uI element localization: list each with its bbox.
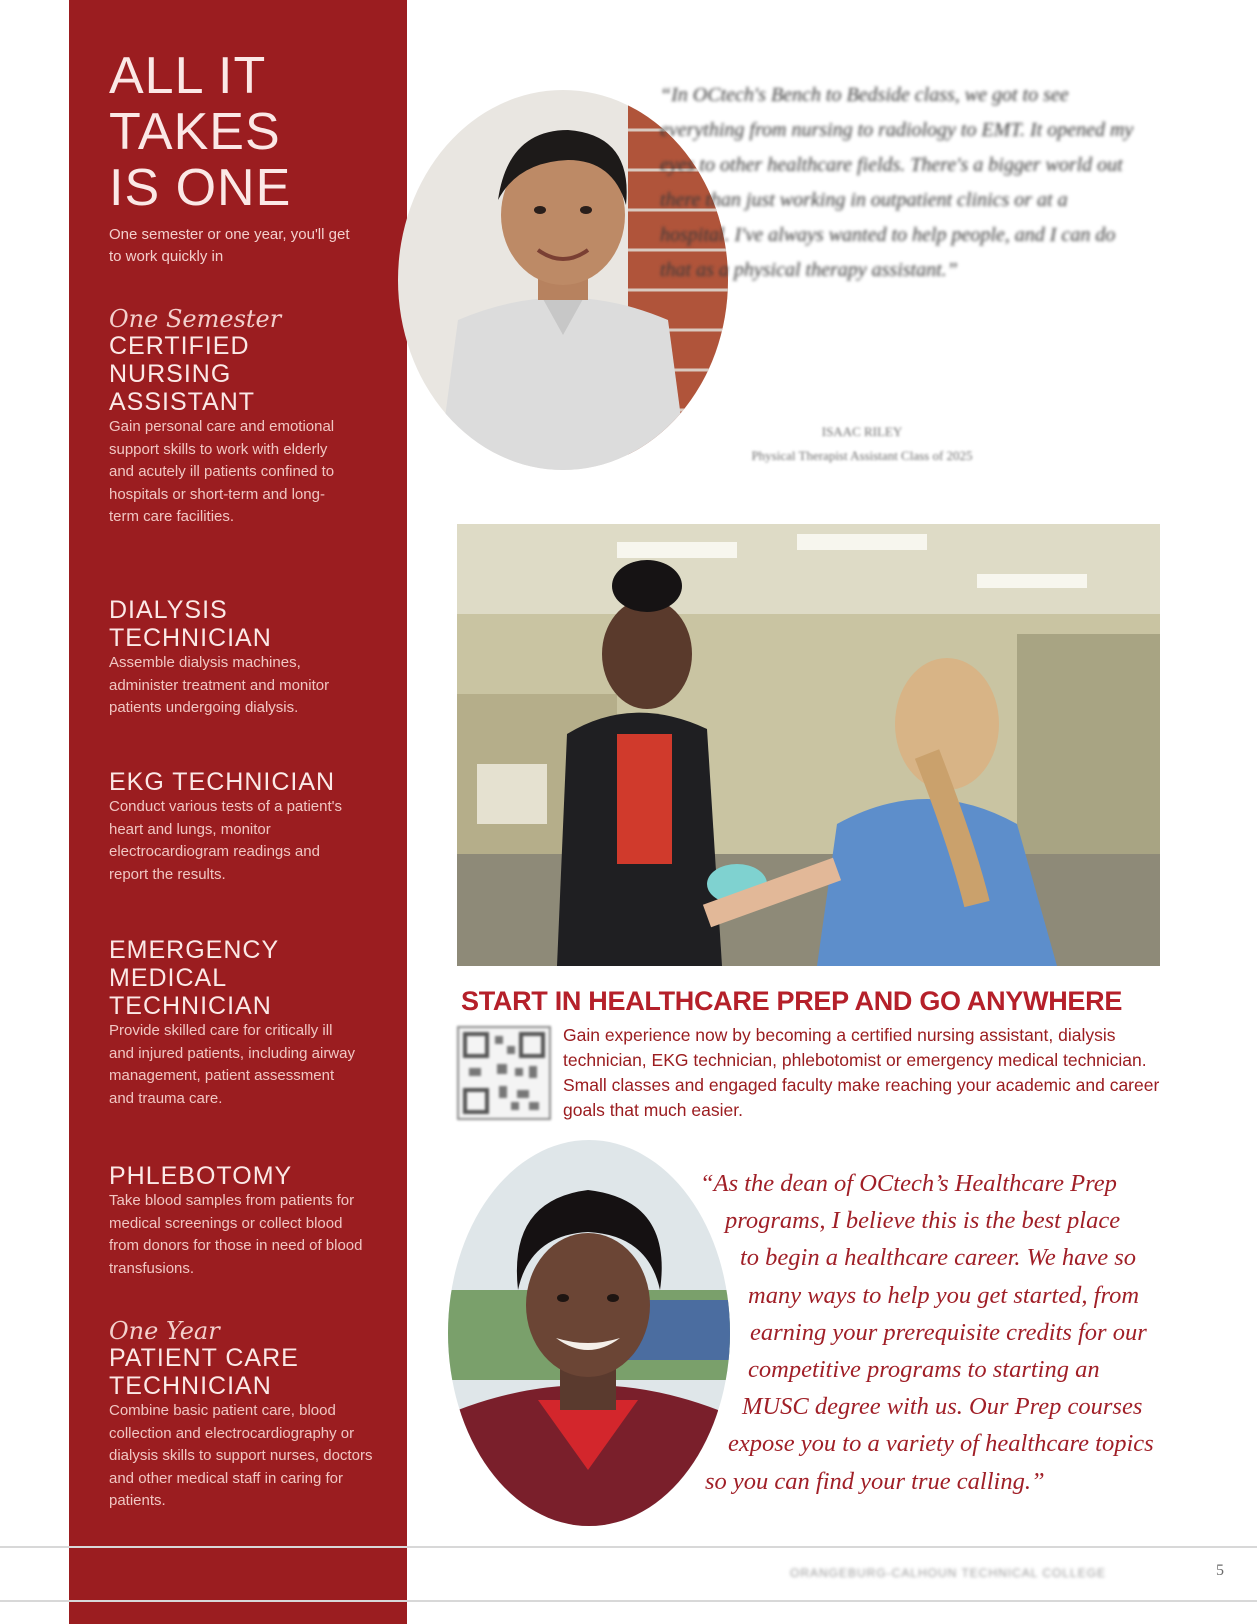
program-emt bbox=[109, 936, 379, 1110]
program-description: Take blood samples from patients for medical screenings or collect blood from donors for those in need of blood transfusions. bbox=[109, 1192, 363, 1277]
hero-title bbox=[109, 48, 291, 216]
lab-photo-illustration bbox=[457, 524, 1160, 966]
program-name: PHLEBOTOMY bbox=[109, 1162, 293, 1190]
student-name: ISAAC RILEY bbox=[821, 424, 903, 439]
footer-college-name: ORANGEBURG-CALHOUN TECHNICAL COLLEGE bbox=[790, 1566, 1107, 1580]
program-description: Assemble dialysis machines, administer treatment and monitor patients undergoing dialysis. bbox=[109, 654, 330, 716]
program-name: DIALYSIS TECHNICIAN bbox=[109, 596, 272, 652]
dean-quote-line: “As the dean of OCtech’s Healthcare Prep bbox=[700, 1170, 1117, 1197]
program-description: Gain personal care and emotional support skills to work with elderly and acutely ill patients confined to hospitals or short-term and long-term care facilities. bbox=[109, 418, 335, 525]
program-name: EKG TECHNICIAN bbox=[109, 768, 336, 796]
section-headline: START IN HEALTHCARE PREP AND GO ANYWHERE bbox=[461, 986, 1123, 1016]
program-cna bbox=[109, 306, 379, 529]
program-description: Conduct various tests of a patient's heart and lungs, monitor electrocardiogram readings and report the results. bbox=[109, 798, 342, 883]
program-sidebar bbox=[69, 0, 407, 1624]
dean-quote-line: programs, I believe this is the best place bbox=[725, 1207, 1121, 1235]
hero-title-line: IS ONE bbox=[109, 159, 292, 217]
dean-portrait bbox=[448, 1140, 730, 1526]
page-number: 5 bbox=[1216, 1562, 1224, 1579]
dean-portrait-illustration bbox=[448, 1140, 730, 1526]
qr-code[interactable] bbox=[457, 1026, 551, 1120]
footer-rule-bottom bbox=[0, 1600, 1257, 1602]
dean-quote-line: expose you to a variety of healthcare topics bbox=[728, 1430, 1154, 1458]
program-phlebotomy bbox=[109, 1162, 379, 1280]
program-name: CERTIFIED NURSING ASSISTANT bbox=[109, 332, 256, 416]
dean-quote-line: earning your prerequisite credits for our bbox=[750, 1318, 1147, 1346]
student-program: Physical Therapist Assistant Class of 2025 bbox=[751, 448, 973, 463]
dean-quote-line: many ways to help you get started, from bbox=[748, 1281, 1140, 1309]
program-patient-care bbox=[109, 1318, 379, 1513]
program-description: Combine basic patient care, blood collection and electrocardiography or dialysis skills to support nurses, doctors and other medical staff in caring for patients. bbox=[109, 1402, 373, 1509]
program-duration-tag: One Year bbox=[109, 1317, 220, 1345]
dean-quote-line: to begin a healthcare career. We have so bbox=[740, 1244, 1136, 1272]
dean-quote bbox=[700, 1165, 1170, 1500]
dean-quote-line: MUSC degree with us. Our Prep courses bbox=[742, 1393, 1143, 1421]
lab-photo bbox=[457, 524, 1160, 966]
footer-rule-top bbox=[0, 1546, 1257, 1548]
program-name: PATIENT CARE TECHNICIAN bbox=[109, 1344, 299, 1400]
student-attribution bbox=[672, 420, 1052, 468]
intro-text: One semester or one year, you'll get to work quickly in bbox=[109, 226, 350, 265]
dean-quote-line: so you can find your true calling.” bbox=[705, 1467, 1045, 1495]
dean-quote-line: competitive programs to starting an bbox=[748, 1356, 1100, 1384]
hero-title-line: TAKES bbox=[109, 103, 281, 161]
hero-title-line: ALL IT bbox=[109, 47, 267, 105]
qr-code-icon bbox=[459, 1028, 549, 1118]
program-ekg bbox=[109, 768, 379, 886]
healthcare-prep-blurb: Gain experience now by becoming a certified nursing assistant, dialysis technician, EKG technician, phlebotomist or emergency medical technician. Small classes and engaged faculty make reaching your academic and career goals that much easier. bbox=[563, 1025, 1160, 1120]
program-description: Provide skilled care for critically ill and injured patients, including airway management, patient assessment and trauma care. bbox=[109, 1022, 355, 1107]
program-duration-tag: One Semester bbox=[109, 305, 282, 333]
student-quote: “In OCtech's Bench to Bedside class, we got to see everything from nursing to radiology to EMT. It opened my eyes to other healthcare fields. There's a bigger world out there than just working in outpatient clinics or at a hospital. I've always wanted to help people, and I can do that as a physical therapy assistant.” bbox=[660, 84, 1134, 281]
program-dialysis bbox=[109, 596, 379, 720]
program-name: EMERGENCY MEDICAL TECHNICIAN bbox=[109, 936, 279, 1020]
